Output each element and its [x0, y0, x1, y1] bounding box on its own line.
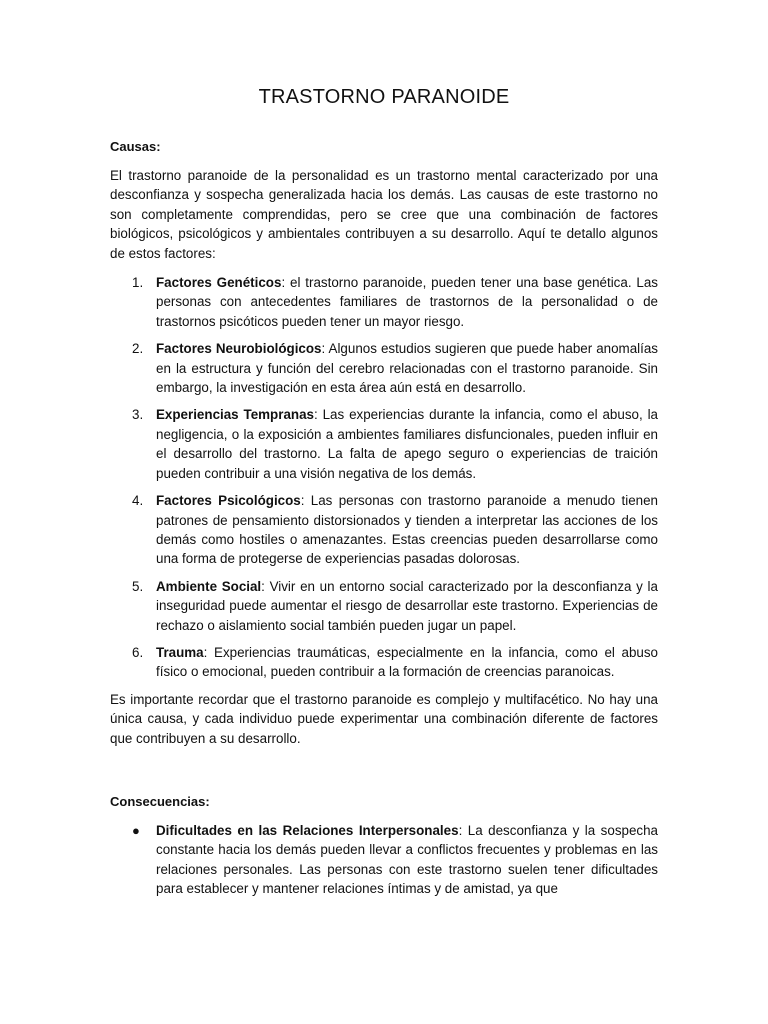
list-item — [110, 643, 658, 682]
intro-paragraph: El trastorno paranoide de la personalidad es un trastorno mental caracterizado por una desconfianza y sospecha generalizada hacia los demás. Las causas de este trastorno no son completamente comprendidas, pero se cree que una combinación de factores biológicos, psicológicos y ambientales contribuyen a su desarrollo. Aquí te detallo algunos de estos factores: — [110, 168, 658, 261]
causes-heading: Causas: — [110, 139, 161, 154]
cause-term: Factores Psicológicos — [156, 493, 301, 509]
cause-text: : el trastorno paranoide, pueden tener una base genética. Las personas con antecedentes familiares de trastornos de la personalidad o de trastornos psicóticos pueden tener un mayor riesgo. — [156, 275, 658, 329]
list-item — [110, 821, 658, 899]
consequences-list — [110, 821, 658, 899]
list-number: 1. — [132, 275, 144, 291]
bullet-icon: ● — [132, 822, 140, 838]
list-number: 2. — [132, 341, 144, 357]
list-number: 5. — [132, 578, 144, 594]
consequence-text: : La desconfianza y la sospecha constante hacia los demás pueden llevar a conflictos frecuentes y problemas en las relaciones personales. Las personas con este trastorno suelen tener dificultades para establecer y mantener relaciones íntimas y de amistad, ya que — [156, 822, 659, 897]
cause-term: Factores Genéticos — [156, 275, 282, 291]
list-item — [110, 405, 658, 483]
cause-term: Ambiente Social — [156, 578, 262, 594]
document-page — [110, 86, 658, 907]
cause-text: : Algunos estudios sugieren que puede haber anomalías en la estructura y función del cerebro relacionadas con el trastorno paranoide. Sin embargo, la investigación en esta área aún está en desarrollo. — [156, 341, 658, 396]
consequence-term: Dificultades en las Relaciones Interpersonales — [156, 822, 459, 838]
consequences-heading: Consecuencias: — [110, 793, 210, 809]
closing-paragraph: Es importante recordar que el trastorno paranoide es complejo y multifacético. No hay una única causa, y cada individuo puede experimentar una combinación diferente de factores que contribuyen a su desarrollo. — [110, 691, 658, 746]
cause-term: Experiencias Tempranas — [156, 407, 314, 423]
cause-text: : Las experiencias durante la infancia, como el abuso, la negligencia, o la exposición a ambientes familiares disfuncionales, pueden influir en el desarrollo del trastorno. La falta de apego seguro o experiencias de traición pueden contribuir a una visión negativa de los demás. — [156, 407, 658, 481]
list-number: 6. — [132, 644, 144, 660]
section-spacer — [110, 758, 658, 794]
list-item — [110, 577, 658, 635]
list-item — [110, 273, 658, 331]
list-number: 4. — [132, 493, 144, 509]
cause-text: : Vivir en un entorno social caracterizado por la desconfianza y la inseguridad puede aumentar el riesgo de desarrollar este trastorno. Experiencias de rechazo o aislamiento social también pueden jugar un papel. — [156, 578, 658, 633]
cause-text: : Las personas con trastorno paranoide a menudo tienen patrones de pensamiento distorsionados y tienden a interpretar las acciones de los demás como hostiles o amenazantes. Estas creencias pueden desarrollarse como una forma de protegerse de experiencias pasadas dolorosas. — [156, 493, 659, 567]
causes-list — [110, 273, 658, 682]
cause-term: Factores Neurobiológicos — [156, 341, 322, 357]
cause-text: : Experiencias traumáticas, especialmente en la infancia, como el abuso físico o emocional, pueden contribuir a la formación de creencias paranoicas. — [156, 644, 658, 680]
list-item — [110, 339, 658, 397]
cause-term: Trauma — [156, 644, 204, 660]
document-title: TRASTORNO PARANOIDE — [258, 86, 510, 108]
list-item — [110, 491, 658, 569]
list-number: 3. — [132, 407, 144, 423]
